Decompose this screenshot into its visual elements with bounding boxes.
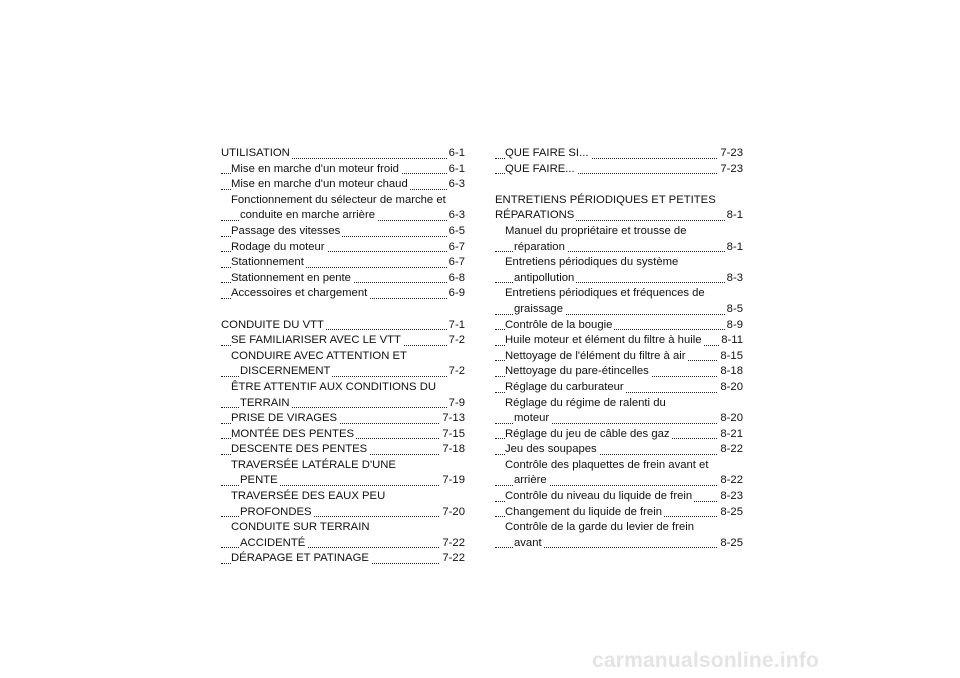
toc-entry <box>495 473 743 489</box>
toc-page-number: 7-23 <box>718 162 743 178</box>
toc-entry <box>495 427 743 443</box>
toc-entry <box>495 364 743 380</box>
toc-entry-title: MONTÉE DES PENTES <box>231 427 355 440</box>
toc-entry <box>221 505 465 521</box>
toc-entry-title: Stationnement en pente <box>231 271 351 284</box>
toc-entry <box>221 411 465 427</box>
toc-entry <box>495 505 743 521</box>
toc-entry <box>495 520 743 536</box>
toc-page-number: 8-20 <box>718 411 743 427</box>
toc-entry <box>221 208 465 224</box>
toc-entry-title: Mise en marche d'un moteur chaud <box>231 178 408 191</box>
toc-column-left <box>221 146 465 567</box>
toc-entry <box>495 411 743 427</box>
toc-entry-title: arrière <box>514 474 547 487</box>
toc-entry-title: Réglage du carburateur <box>505 380 624 393</box>
toc-page-number: 8-25 <box>718 536 743 552</box>
toc-entry <box>495 302 743 318</box>
toc-entry-title: TERRAIN <box>240 396 290 409</box>
watermark-text: carmanualsonline.info <box>592 649 820 672</box>
toc-entry <box>221 473 465 489</box>
toc-page-number: 7-20 <box>440 505 465 521</box>
toc-entry-title: QUE FAIRE SI... <box>505 147 589 159</box>
toc-section-heading <box>495 208 743 224</box>
toc-entry-title: Manuel du propriétaire et trousse de <box>505 224 687 237</box>
toc-entry <box>495 396 743 412</box>
toc-entry-title: Contrôle de la garde du levier de frein <box>505 521 695 534</box>
toc-entry-title: Réglage du régime de ralenti du <box>505 396 666 409</box>
toc-page-number: 7-15 <box>440 427 465 443</box>
toc-entry-title: moteur <box>514 412 550 425</box>
toc-entry <box>495 333 743 349</box>
toc-page-number: 8-21 <box>718 427 743 443</box>
toc-entry <box>495 536 743 552</box>
toc-entry-title: RÉPARATIONS <box>495 209 575 222</box>
toc-entry-title: Accessoires et chargement <box>231 287 368 300</box>
toc-spacer <box>495 177 743 193</box>
toc-entry <box>221 255 465 271</box>
toc-page-number: 7-1 <box>447 318 465 334</box>
toc-page-number: 7-9 <box>447 396 465 412</box>
toc-entry-title: Contrôle du niveau du liquide de frein <box>505 490 693 503</box>
toc-page-number: 6-8 <box>447 271 465 287</box>
toc-page-number: 7-2 <box>447 364 465 380</box>
toc-entry-title: UTILISATION <box>221 147 290 159</box>
toc-entry-title: Passage des vitesses <box>231 224 341 237</box>
toc-column-right <box>495 146 743 551</box>
toc-page-number: 8-23 <box>718 489 743 505</box>
toc-page-number: 8-1 <box>725 240 743 256</box>
toc-entry <box>495 224 743 240</box>
toc-entry <box>221 536 465 552</box>
toc-entry <box>495 146 743 162</box>
toc-entry-title: ÊTRE ATTENTIF AUX CONDITIONS DU <box>231 380 437 393</box>
toc-page-number: 7-22 <box>440 551 465 567</box>
toc-entry-title: Entretiens périodiques du système <box>505 256 679 269</box>
toc-entry <box>495 255 743 271</box>
toc-entry-title: Changement du liquide de frein <box>505 505 663 518</box>
toc-entry-title: conduite en marche arrière <box>240 209 376 222</box>
toc-page-number: 7-22 <box>440 536 465 552</box>
toc-entry-title: Contrôle des plaquettes de frein avant et <box>505 458 709 471</box>
toc-entry <box>221 349 465 365</box>
toc-entry-title: Nettoyage de l'élément du filtre à air <box>505 349 686 362</box>
toc-page-number: 8-3 <box>725 271 743 287</box>
toc-entry <box>221 380 465 396</box>
toc-entry-title: Rodage du moteur <box>231 240 325 253</box>
toc-section-heading <box>221 146 465 162</box>
toc-entry <box>495 349 743 365</box>
toc-entry <box>495 489 743 505</box>
toc-entry-title: TRAVERSÉE LATÉRALE D'UNE <box>231 458 396 471</box>
toc-page-number: 8-25 <box>718 505 743 521</box>
toc-entry-title: DISCERNEMENT <box>240 365 331 378</box>
toc-entry-title: DÉRAPAGE ET PATINAGE <box>231 552 369 565</box>
toc-entry-title: avant <box>514 536 542 549</box>
toc-page-number: 8-9 <box>725 318 743 334</box>
toc-entry-title: Entretiens périodiques et fréquences de <box>505 287 705 300</box>
toc-entry <box>495 162 743 178</box>
toc-entry-title: antipollution <box>514 271 575 284</box>
toc-page-number: 6-3 <box>447 177 465 193</box>
toc-entry-title: Stationnement <box>231 256 304 269</box>
toc-page-number: 8-22 <box>718 442 743 458</box>
toc-entry <box>221 489 465 505</box>
toc-page-number: 6-1 <box>447 146 465 162</box>
toc-entry-title: Réglage du jeu de câble des gaz <box>505 427 670 440</box>
toc-entry <box>495 458 743 474</box>
toc-page-number: 8-20 <box>718 380 743 396</box>
toc-entry <box>221 396 465 412</box>
toc-entry <box>221 177 465 193</box>
toc-entry <box>221 286 465 302</box>
toc-entry-title: CONDUIRE AVEC ATTENTION ET <box>231 349 407 362</box>
toc-entry <box>221 240 465 256</box>
toc-page-number: 6-9 <box>447 286 465 302</box>
toc-entry <box>221 364 465 380</box>
toc-entry-title: PROFONDES <box>240 505 312 518</box>
toc-section-heading <box>495 193 743 209</box>
toc-entry <box>221 458 465 474</box>
toc-entry <box>221 224 465 240</box>
toc-entry <box>495 380 743 396</box>
toc-entry-title: Contrôle de la bougie <box>505 318 613 331</box>
toc-page-number: 7-19 <box>440 473 465 489</box>
toc-page-number: 8-5 <box>725 302 743 318</box>
toc-page-number: 7-18 <box>440 442 465 458</box>
toc-entry-title: réparation <box>514 240 565 253</box>
toc-entry <box>495 240 743 256</box>
toc-entry-title: Jeu des soupapes <box>505 443 597 456</box>
toc-entry-title: CONDUITE SUR TERRAIN <box>231 521 370 534</box>
toc-entry <box>221 162 465 178</box>
toc-page-number: 7-13 <box>440 411 465 427</box>
toc-entry-title: PRISE DE VIRAGES <box>231 412 338 425</box>
toc-entry-title: Fonctionnement du sélecteur de marche et <box>231 193 446 206</box>
toc-page-number: 8-18 <box>718 364 743 380</box>
toc-entry-title: Huile moteur et élément du filtre à huile <box>505 334 702 347</box>
toc-entry <box>495 442 743 458</box>
toc-entry <box>221 442 465 458</box>
toc-entry-title: CONDUITE DU VTT <box>221 318 324 331</box>
toc-entry-title: SE FAMILIARISER AVEC LE VTT <box>231 334 401 347</box>
toc-page-number: 6-1 <box>447 162 465 178</box>
toc-page-number: 7-2 <box>447 333 465 349</box>
toc-page-number: 7-23 <box>718 146 743 162</box>
toc-page-number: 6-5 <box>447 224 465 240</box>
toc-entry <box>221 333 465 349</box>
toc-entry <box>495 271 743 287</box>
toc-entry-title: graissage <box>514 302 563 315</box>
toc-page-number: 6-7 <box>447 240 465 256</box>
toc-entry <box>221 551 465 567</box>
toc-entry <box>221 271 465 287</box>
toc-page-number: 6-7 <box>447 255 465 271</box>
toc-entry-title: QUE FAIRE... <box>505 162 575 175</box>
toc-page-number: 8-1 <box>725 208 743 224</box>
toc-entry-title: PENTE <box>240 474 278 487</box>
toc-entry <box>221 193 465 209</box>
toc-entry-title: Mise en marche d'un moteur froid <box>231 162 399 175</box>
toc-entry-title: TRAVERSÉE DES EAUX PEU <box>231 490 386 503</box>
toc-entry-title: Nettoyage du pare-étincelles <box>505 365 649 378</box>
toc-entry <box>221 520 465 536</box>
toc-entry-title: ACCIDENTÉ <box>240 536 306 549</box>
toc-entry <box>495 318 743 334</box>
toc-entry <box>221 427 465 443</box>
toc-spacer <box>221 302 465 318</box>
toc-page-number: 8-22 <box>718 473 743 489</box>
toc-page-number: 8-11 <box>719 333 743 349</box>
toc-page-number: 8-15 <box>718 349 743 365</box>
toc-page-number: 6-3 <box>447 208 465 224</box>
toc-entry <box>495 286 743 302</box>
toc-section-heading <box>221 318 465 334</box>
toc-entry-title: DESCENTE DES PENTES <box>231 443 368 456</box>
toc-entry-title: ENTRETIENS PÉRIODIQUES ET PETITES <box>495 193 716 206</box>
